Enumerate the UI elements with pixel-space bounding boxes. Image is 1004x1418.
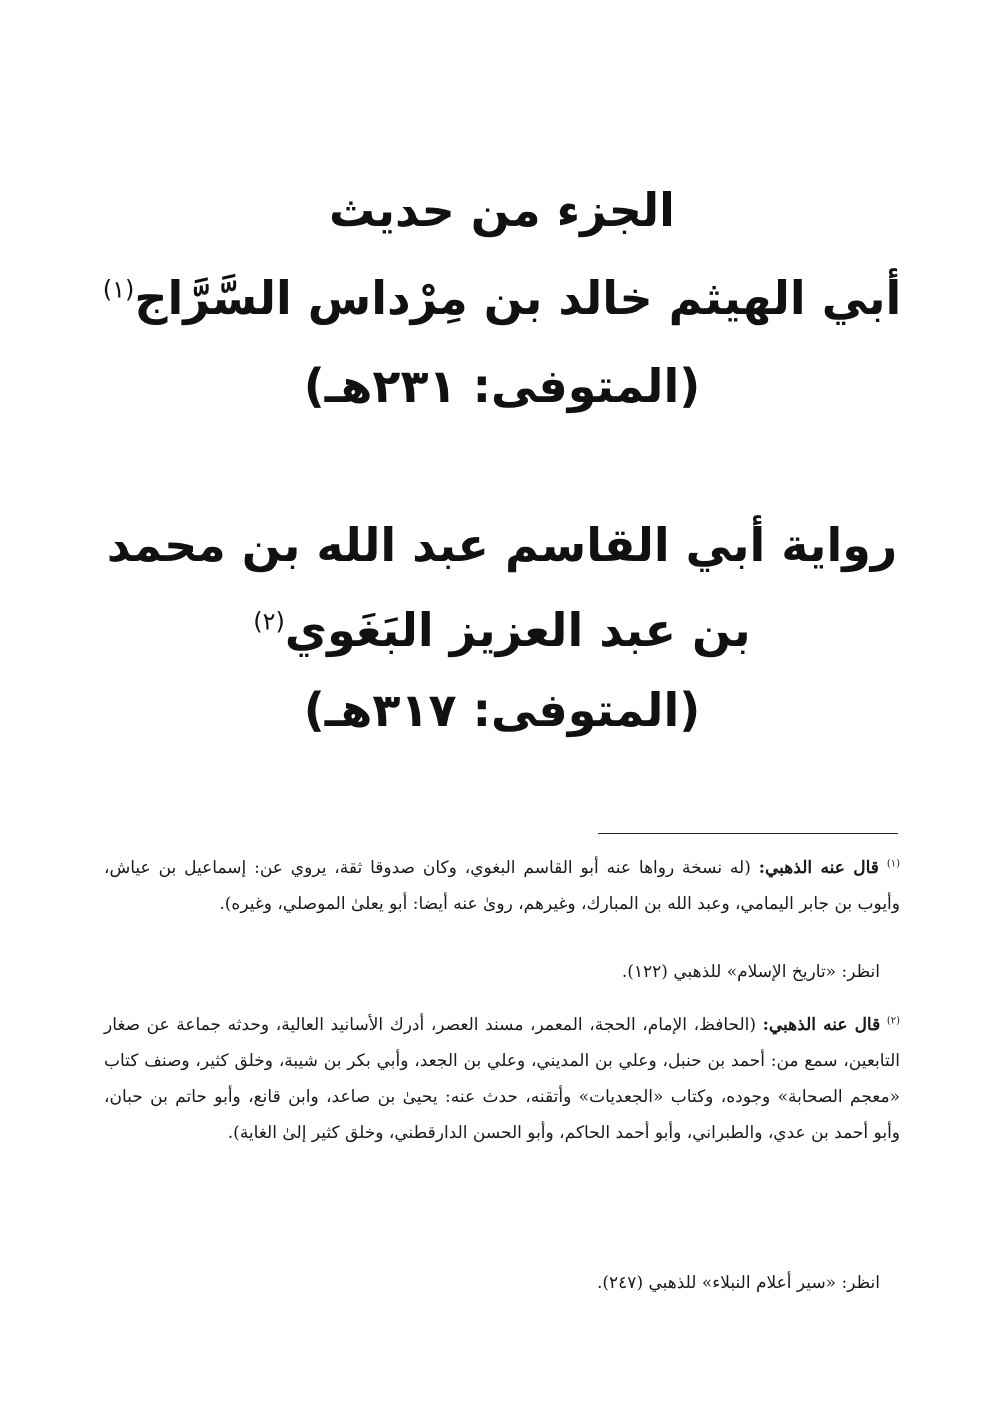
title-line-3 bbox=[60, 356, 944, 416]
title-line-4 bbox=[60, 515, 944, 575]
title-block bbox=[60, 0, 944, 780]
death-date-1: (المتوفى: ٢٣١هـ) bbox=[303, 359, 701, 413]
footnote-ref-2[interactable]: (٢) bbox=[253, 607, 285, 636]
title-line-2-text: أبي الهيثم خالد بن مِرْداس السَّرَّاج bbox=[134, 271, 902, 325]
death-date-2: (المتوفى: ٣١٧هـ) bbox=[303, 683, 701, 737]
footnote-ref-1[interactable]: (١) bbox=[102, 275, 135, 304]
footnote-1-source: انظر: «تاريخ الإسلام» للذهبي (١٢٢). bbox=[621, 962, 880, 982]
footnote-1-lead: قال عنه الذهبي: bbox=[758, 858, 879, 878]
footnote-2-marker: (٢) bbox=[886, 1015, 901, 1027]
footnote-separator bbox=[598, 833, 898, 834]
footnote-2-lead: قال عنه الذهبي: bbox=[762, 1015, 881, 1035]
footnote-2-text: (الحافظ، الإمام، الحجة، المعمر، مسند العصر، أدرك الأسانيد العالية، وحدثه جماعة عن صغار التابعين، سمع من: أحمد بن حنبل، وعلي بن المديني، وعلي بن الجعد، وأبي بكر بن شيبة، وخلق كثير، وصنف كتاب «معجم الصحابة» وجوده، وكتاب «الجعديات» وأتقنه، حدث عنه: يحيىٰ بن صاعد، وابن قانع، وأبو حاتم بن حبان، وأبو أحمد بن عدي، والطبراني، وأبو أحمد الحاكم، وأبو الحسن الدارقطني، وخلق كثير إلىٰ الغاية). bbox=[104, 1015, 900, 1143]
title-line-5-text: بن عبد العزيز البَغَوي bbox=[284, 603, 751, 657]
footnote-1-marker: (١) bbox=[886, 858, 901, 870]
title-line-6 bbox=[60, 680, 944, 740]
footnote-2 bbox=[104, 1007, 900, 1151]
title-line-1 bbox=[60, 180, 944, 240]
footnote-2-source: انظر: «سير أعلام النبلاء» للذهبي (٢٤٧). bbox=[597, 1273, 880, 1293]
title-line-5 bbox=[60, 600, 944, 660]
footnote-1 bbox=[104, 850, 900, 922]
title-line-1-text: الجزء من حديث bbox=[329, 183, 675, 237]
title-line-4-text: رواية أبي القاسم عبد الله بن محمد bbox=[106, 518, 898, 572]
title-line-2 bbox=[60, 268, 944, 328]
footnote-1-text: (له نسخة رواها عنه أبو القاسم البغوي، وكان صدوقا ثقة، يروي عن: إسماعيل بن عياش، وأيوب بن جابر اليمامي، وعبد الله بن المبارك، وغيرهم، روىٰ عنه أيضا: أبو يعلىٰ الموصلي، وغيره). bbox=[104, 858, 900, 914]
